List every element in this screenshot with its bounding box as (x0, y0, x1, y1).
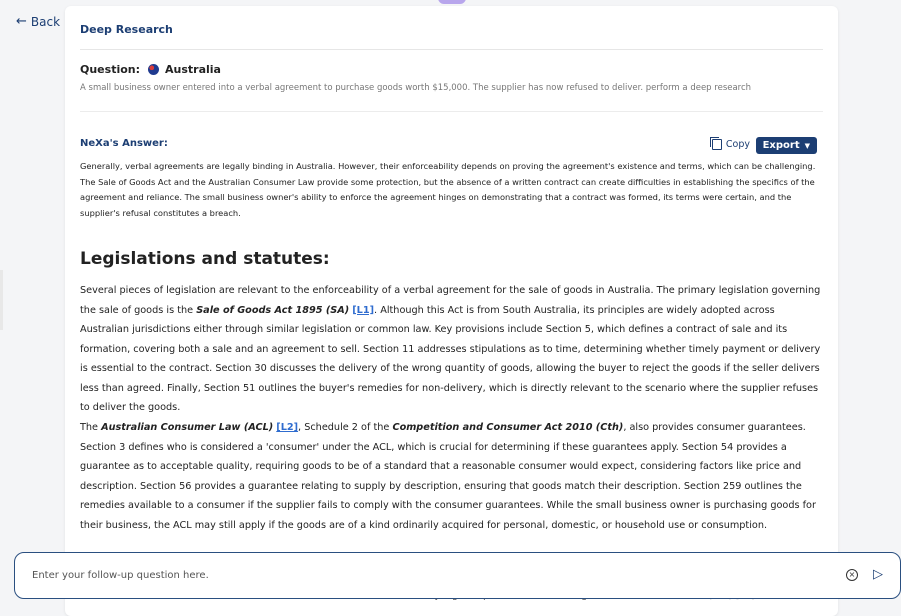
reference-link-l1[interactable]: [L1] (352, 304, 375, 316)
answer-label: NeXa's Answer: (80, 138, 168, 149)
top-tab-indicator (438, 0, 466, 4)
reference-link-l2[interactable]: [L2] (276, 422, 299, 433)
clear-icon[interactable]: × (846, 569, 858, 581)
copy-label: Copy (725, 139, 750, 150)
divider (80, 111, 823, 112)
section-heading: Legislations and statutes: (80, 249, 330, 269)
answer-summary: Generally, verbal agreements are legally binding in Australia. However, their enforceability depends on proving the agreement's existence and terms, which can be challenging. The Sale of Goods Act and the Australian Consumer Law provide some protection, but the absence of a written contract can create difficulties in establishing the specifics of the agreement and reliance. The small business owner's ability to enforce the agreement hinges on demonstrating that a contract was formed, its terms were certain, and the supplier's refusal constitutes a breach. (80, 161, 816, 218)
question-label: Question: (80, 63, 141, 76)
act-name: Competition and Consumer Act 2010 (Cth) (392, 422, 624, 433)
left-panel-edge (0, 270, 3, 330)
p1-text-b: . Although this Act is from South Australia, its principles are widely adopted across Australian jurisdictions either through similar legislation or common law. Key provisions include Section 5, which defines a contract of sale and its formation, covering both a sale and an agreement to sell. Section 11 addresses stipulations as to time, determining whether timely payment or delivery is essential to the contract. Section 30 discusses the delivery of the wrong quantity of goods, allowing the buyer to reject the goods if the seller delivers less than agreed. Finally, Section 51 outlines the buyer's remedies for non-delivery, which is directly relevant to the scenario where the supplier refuses to deliver the goods. (80, 304, 821, 413)
page-title: Deep Research (80, 23, 173, 36)
copy-icon (712, 139, 722, 150)
australia-flag-icon (148, 64, 159, 75)
question-text: A small business owner entered into a verbal agreement to purchase goods worth $15,000. The supplier has now refused to deliver. perform a deep research (80, 83, 752, 93)
research-card (65, 6, 838, 616)
send-icon[interactable]: ▷ (873, 567, 883, 582)
back-button[interactable] (16, 14, 60, 29)
p2-text-b: , Schedule 2 of the (298, 422, 393, 433)
followup-input[interactable] (30, 569, 814, 582)
back-label: Back (30, 14, 61, 29)
question-row (80, 63, 221, 76)
divider (80, 49, 823, 50)
export-label: Export (762, 140, 800, 151)
paragraph-legislation-2 (80, 418, 823, 535)
question-country: Australia (165, 63, 221, 76)
copy-button[interactable] (712, 139, 750, 150)
p1-text-a: Several pieces of legislation are relevant to the enforceability of a verbal agreement for the sale of goods in Australia. The primary legislation governing the sale of goods is the (80, 285, 821, 316)
followup-bar (14, 552, 901, 599)
act-name: Sale of Goods Act 1895 (SA) (196, 304, 350, 316)
act-name: Australian Consumer Law (ACL) (101, 422, 274, 433)
p2-text-c: , also provides consumer guarantees. Section 3 defines who is considered a 'consumer' under the ACL, which is crucial for determining if these guarantees apply. Section 54 provides a guarantee as to acceptable quality, requiring goods to be of a standard that a reasonable consumer would expect, considering factors like price and description. Section 56 provides a guarantee relating to supply by description, ensuring that goods match their description. Section 259 outlines the remedies available to a consumer if the supplier fails to comply with the consumer guarantees. While the small business owner is purchasing goods for their business, the ACL may still apply if the goods are of a kind ordinarily acquired for personal, domestic, or household use or consumption. (80, 422, 816, 531)
export-button[interactable] (756, 137, 817, 154)
paragraph-legislation-1 (80, 281, 823, 418)
arrow-left-icon: ← (16, 14, 27, 29)
p2-text-a: The (80, 422, 102, 433)
chevron-down-icon: ▼ (804, 141, 810, 150)
